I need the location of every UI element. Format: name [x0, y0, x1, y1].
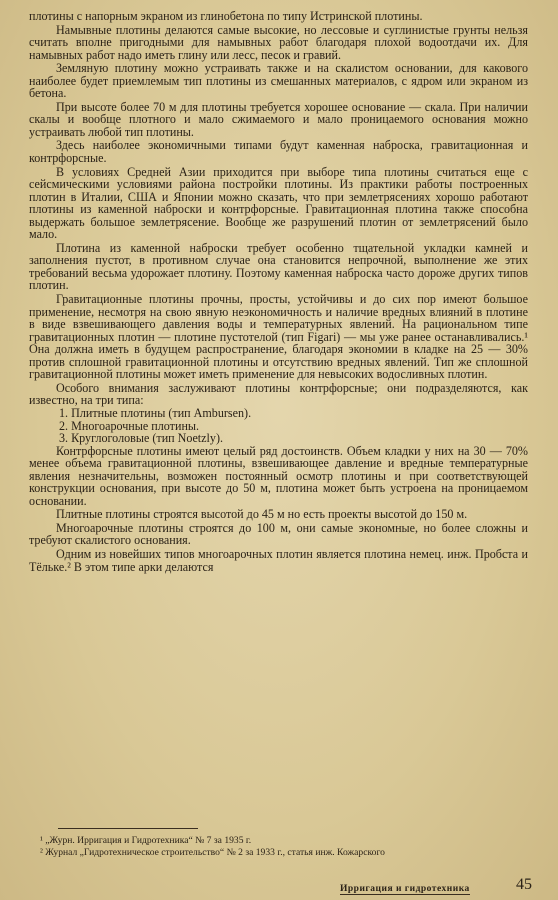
- paragraph: В условиях Средней Азии приходится при выборе типа плотины считаться еще с сейсмическими условиями района постройки плотины. Из практики работы построенных плотин в Италии, США и Японии можно сказать, что при землетрясениях хорошо работают плотины из каменной наброски и контрфорсные. Гравитационная плотина также способна выдержать большое землетрясение. Вообще же разрушений плотин от землетрясений было мало.: [29, 164, 528, 242]
- paragraph: Здесь наиболее экономичными типами будут каменная наброска, гравитационная и контрфорсные.: [29, 138, 528, 166]
- paragraph: Плотина из каменной наброски требует особенно тщательной укладки камней и заполнения пустот, в противном случае она становится непрочной, выполнение же этих требований весьма удорожает плотину. Поэтому каменная наброска часто дороже других типов плотин.: [29, 240, 528, 293]
- footnotes: [40, 835, 536, 859]
- running-footer: Ирригация и гидротехника: [340, 884, 470, 894]
- paragraph: Контрфорсные плотины имеют целый ряд достоинств. Объем кладки у них на 30 — 70% менее объема гравитационной плотины, взвешивающее давление и вредные температурные явления незначительны, возможен постоянный осмотр плотины и при соответствующей конструкции основания, при высоте до 50 м, плотина может быть устроена на проницаемом основании.: [29, 443, 528, 508]
- page-number: 45: [516, 876, 532, 893]
- body-text: [29, 10, 528, 573]
- paragraph: Гравитационные плотины прочны, просты, устойчивы и до сих пор имеют большое применение, несмотря на свою явную неэкономичность и наличие вредных влияний в плотине в виде взвешивающего давления воды и температурных явлений. На рациональном типе гравитационных плотин — плотине пустотелой (тип Figari) — мы уже ранее останавливались.¹ Она должна иметь в будущем распространение, благодаря экономии в кладке на 25 — 30% против сплошной гравитационной плотины и отсутствию вредных явлений. Тип же сплошной гравитационной плотины может иметь применение для невысоких водосливных плотин.: [29, 292, 528, 382]
- footnote-1: ¹ „Журн. Ирригация и Гидротехника“ № 7 за 1935 г.: [40, 835, 252, 846]
- list-item: 3. Круглоголовые (тип Noetzly).: [59, 431, 223, 446]
- paragraph: Плитные плотины строятся высотой до 45 м но есть проекты высотой до 150 м.: [56, 507, 468, 522]
- list-item: 2. Многоарочные плотины.: [59, 418, 200, 433]
- footnote-separator: [58, 828, 198, 829]
- footnote-2: ² Журнал „Гидротехническое строительство“ № 2 за 1933 г., статья инж. Кожарского: [40, 847, 385, 858]
- paragraph: Намывные плотины делаются самые высокие, но лессовые и суглинистые грунты нельзя считать вполне пригодными для намывных работ благодаря плохой водоотдачи их. Для намывных работ надо иметь глину или лесс, песок и гравий.: [29, 22, 528, 62]
- paragraph: плотины с напорным экраном из глинобетона по типу Истринской плотины.: [29, 9, 423, 23]
- paragraph: Земляную плотину можно устраивать также и на скалистом основании, для какового наиболее будет приемлемым тип плотины из смешанных материалов, с ядром или экраном из бетона.: [29, 61, 528, 101]
- paragraph: Одним из новейших типов многоарочных плотин является плотина немец. инж. Пробста и Тёльке.² В этом типе арки делаются: [29, 546, 528, 574]
- paragraph: Многоарочные плотины строятся до 100 м, они самые экономные, но более сложны и требуют скалистого основания.: [29, 520, 528, 548]
- paragraph: При высоте более 70 м для плотины требуется хорошее основание — скала. При наличии скалы и вообще плотного и мало сжимаемого и мало проницаемого основания можно устраивать любой тип плотины.: [29, 99, 528, 139]
- paragraph: Особого внимания заслуживают плотины контрфорсные; они подразделяются, как известно, на три типа:: [29, 380, 528, 408]
- list-item: 1. Плитные плотины (тип Ambursen).: [59, 405, 252, 420]
